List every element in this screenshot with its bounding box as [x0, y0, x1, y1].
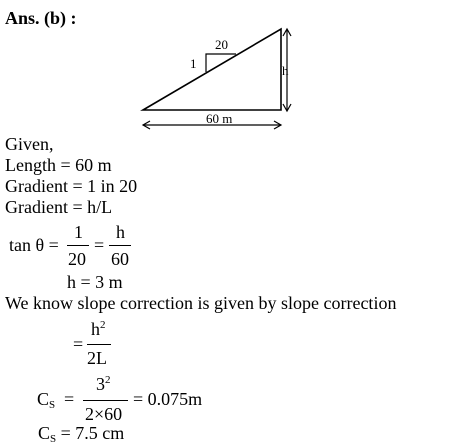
we-know-line: We know slope correction is given by slope correction: [5, 293, 397, 313]
tan-fraction-1-numerator: 1: [74, 222, 83, 242]
correction-fraction-bar: [87, 344, 111, 345]
gradient-step: [206, 54, 236, 72]
cs-value: = 0.075m: [133, 389, 203, 409]
correction-numerator: $h^2$: [91, 319, 106, 339]
tan-equals: =: [94, 235, 105, 255]
cs-denominator: 2×60: [85, 404, 123, 424]
tan-fraction-2-denominator: 60: [111, 249, 129, 269]
cs-numerator: $3^2$: [96, 374, 111, 394]
answer-heading: Ans. (b) :: [5, 8, 77, 28]
cs-equals: =: [64, 389, 75, 409]
correction-equals: =: [73, 334, 84, 354]
gradient-line-2: Gradient = h/L: [5, 197, 113, 217]
cs-symbol: $C_S$: [37, 389, 56, 411]
cs-fraction-bar: [83, 400, 128, 401]
tan-fraction-2-bar: [109, 245, 131, 246]
tan-fraction-2-numerator: h: [116, 222, 125, 242]
slope-triangle: [143, 29, 281, 110]
cs-final: $C_S = 7.5$ cm: [38, 423, 125, 445]
tan-fraction-1-bar: [67, 245, 89, 246]
h-result: h = 3 m: [67, 272, 123, 292]
tan-lhs: tan θ =: [9, 235, 59, 255]
label-twenty: 20: [215, 37, 228, 52]
gradient-line-1: Gradient = 1 in 20: [5, 176, 138, 196]
length-line: Length = 60 m: [5, 155, 112, 175]
label-one: 1: [190, 56, 197, 71]
given-line: Given,: [5, 134, 54, 154]
correction-denominator: 2L: [87, 348, 107, 368]
label-base-60m: 60 m: [206, 111, 233, 126]
label-h: h: [282, 63, 289, 78]
tan-fraction-1-denominator: 20: [68, 249, 86, 269]
